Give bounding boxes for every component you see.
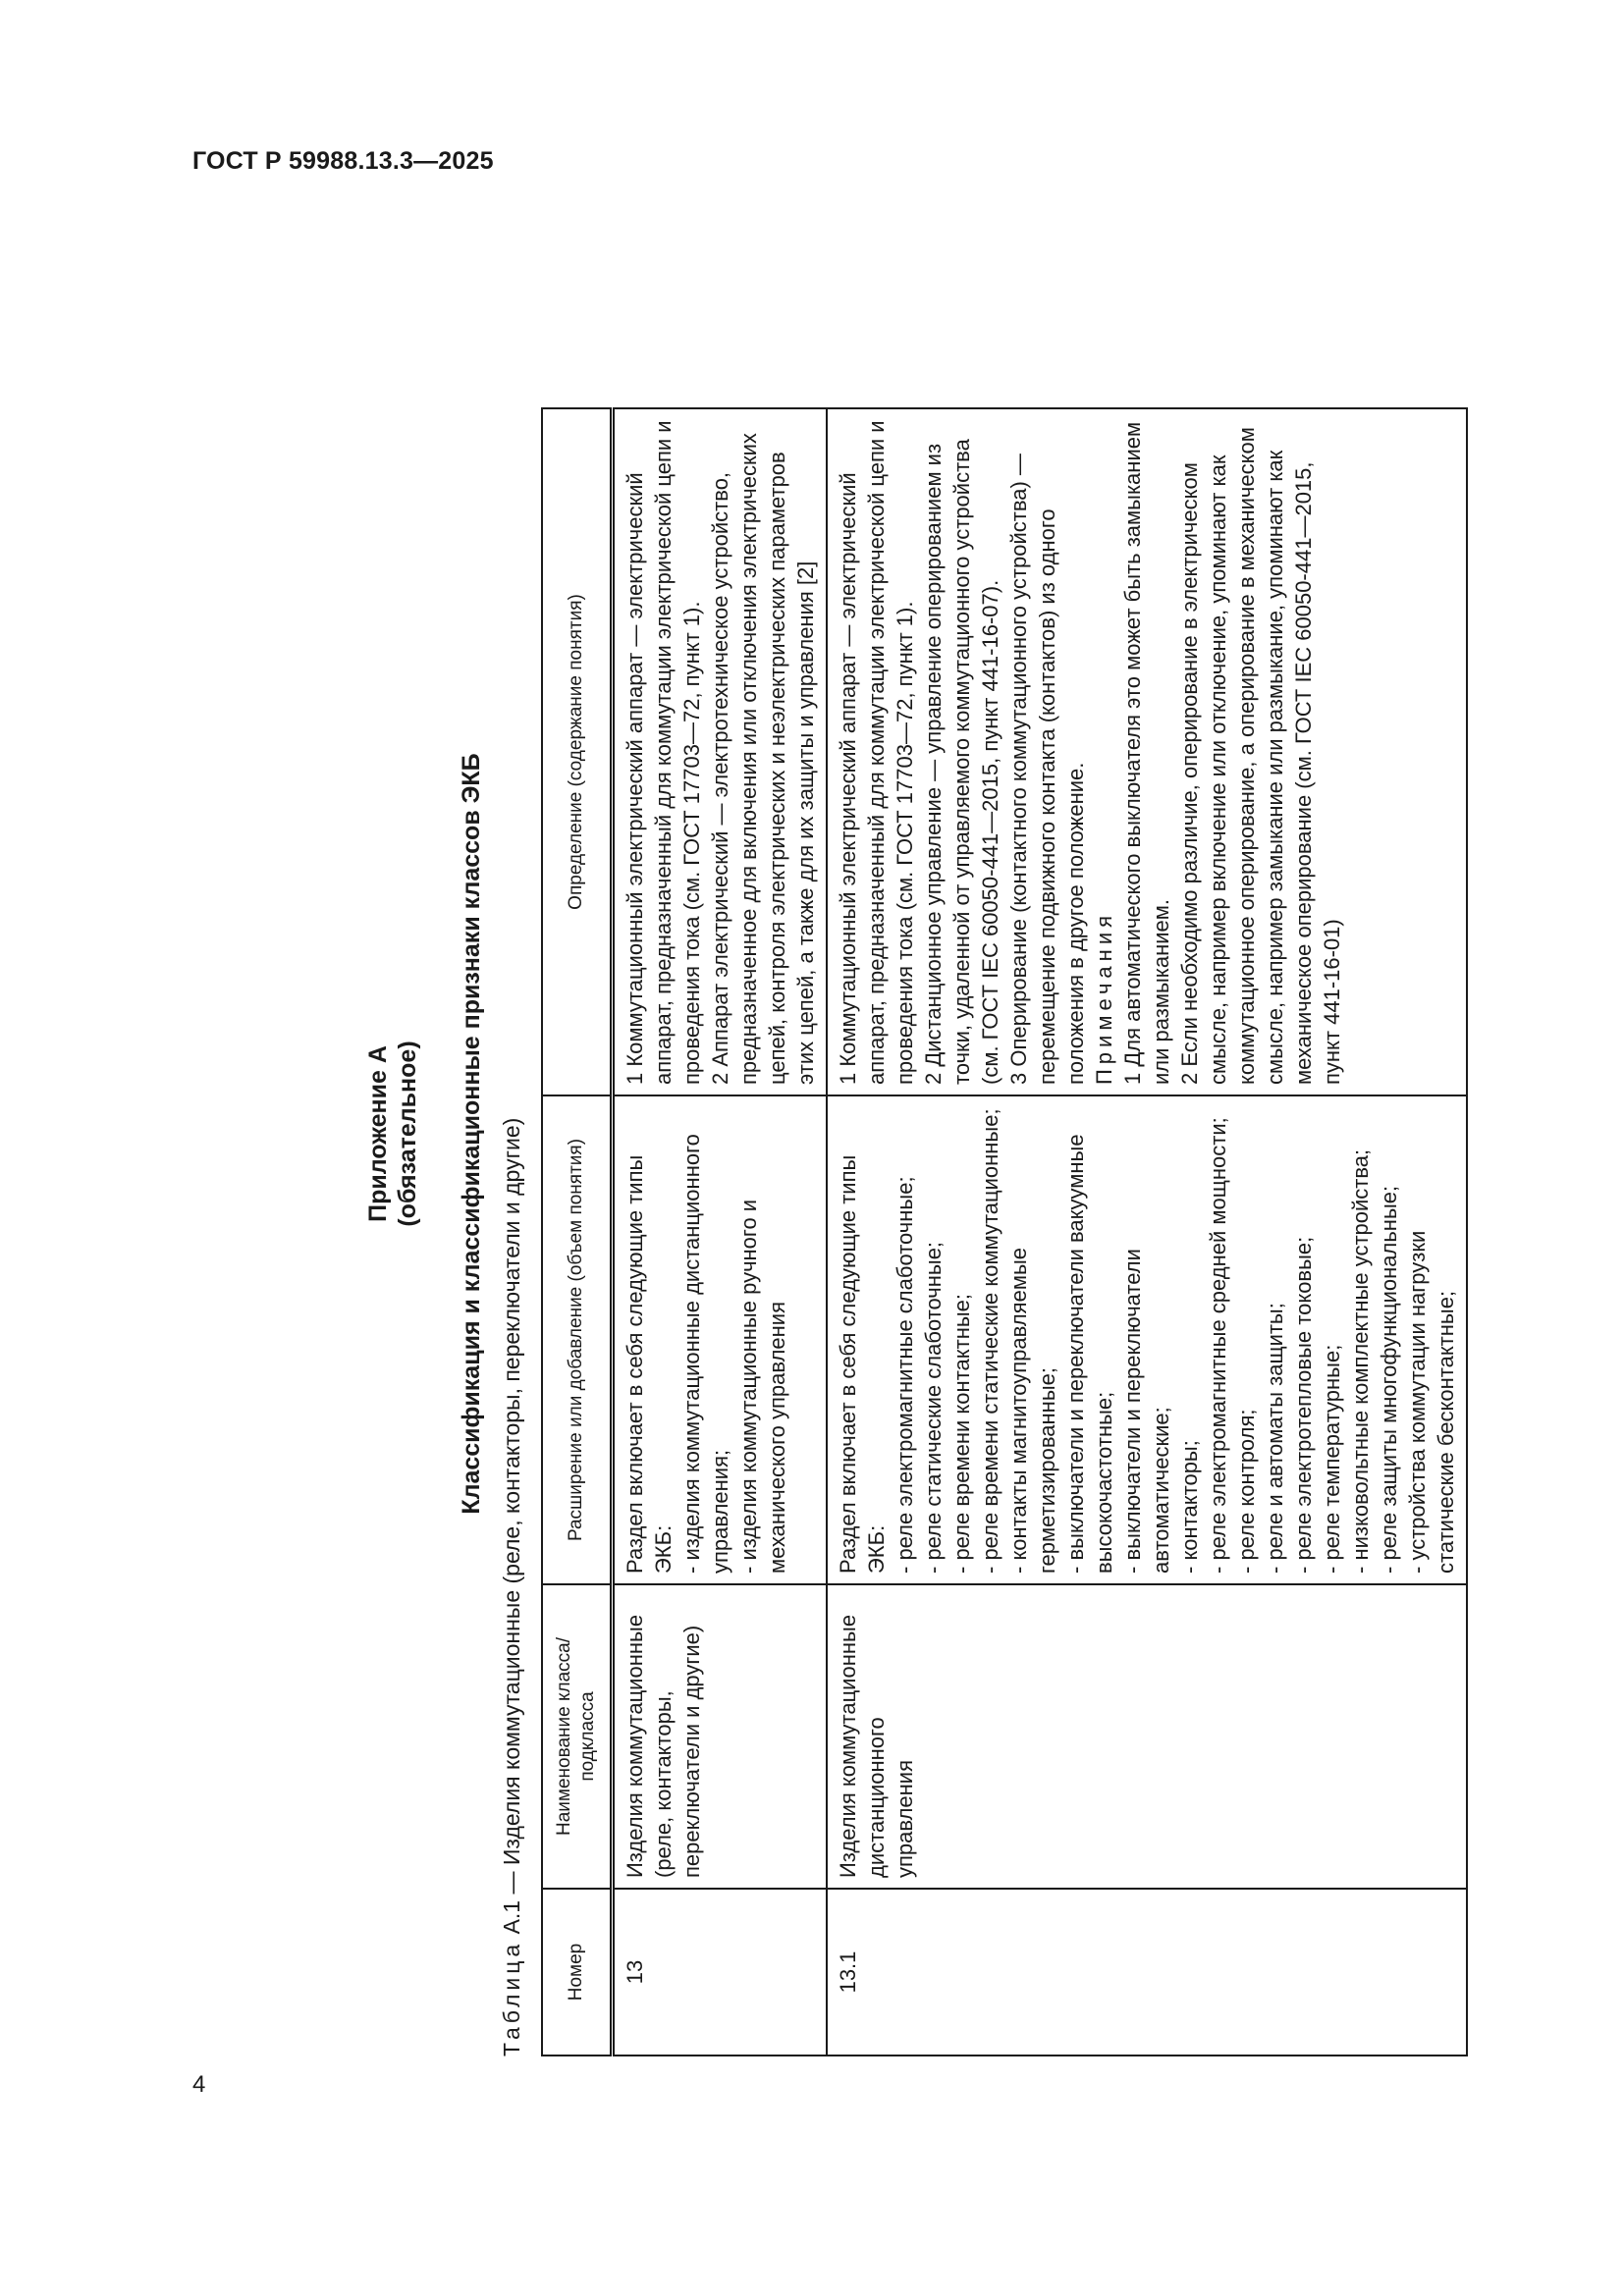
table-row [613, 408, 828, 2056]
header-name: Наименование класса/подкласса [542, 1584, 613, 1889]
scope-line: - контакты магнитоуправляемые герметизированные; [1006, 1248, 1059, 1574]
scope-line: - реле контроля; [1234, 1409, 1259, 1574]
scope-line: - реле времени статические коммутационные; [978, 1108, 1002, 1574]
scope-line: - реле температурные; [1320, 1344, 1344, 1574]
definition-item: 2 Аппарат электрический — электротехническое устройство, предназначенное для включения или отключения электрических цепей, контроля электрических и неэлектрических параметров этих цепей, а также для их защиты и управления [2] [708, 433, 818, 1085]
scope-line: - реле времени контактные; [949, 1293, 974, 1574]
classification-table [541, 407, 1468, 2056]
note-item: 2 Если необходимо различие, оперирование в электрическом смысле, например включение или отключение, упоминают как коммутационное оперирование, а оперирование в механическом смысле, например замыкание или размыкание, упоминают как механическое оперирование (см. ГОСТ IEC 60050-441—2015, пункт 441-16-01) [1177, 427, 1344, 1085]
row-definition [613, 408, 828, 1095]
scope-line: - реле защиты многофункциональные; [1377, 1185, 1401, 1574]
table-caption [499, 1118, 525, 2056]
rotated-content [363, 211, 1473, 2056]
scope-line: - выключатели и переключатели автоматические; [1120, 1249, 1173, 1574]
table-header-row [542, 408, 613, 2056]
note-item: 1 Для автоматического выключателя это может быть замыканием или размыканием. [1120, 421, 1173, 1085]
appendix-status: (обязательное) [394, 1041, 421, 1227]
scope-line: - контакторы; [1177, 1440, 1202, 1574]
row-name: Изделия коммутационные дистанционного управления [827, 1584, 1467, 1889]
definition-item: 3 Оперирование (контактного коммутационного устройства) — перемещение подвижного контакта (контактов) из одного положения в другое положение. [1006, 454, 1088, 1085]
appendix-heading [363, 211, 422, 2056]
row-scope [613, 1095, 828, 1584]
notes-heading: Примечания [1092, 910, 1116, 1085]
scope-line: Раздел включает в себя следующие типы ЭКБ: [836, 1154, 889, 1574]
scope-line: - изделия коммутационные ручного и механического управления [736, 1199, 789, 1574]
row-number: 13.1 [827, 1889, 1467, 2056]
header-scope: Расширение или добавление (объем понятия) [542, 1095, 613, 1584]
scope-line: - реле электромагнитные слаботочные; [893, 1176, 917, 1574]
header-definition: Определение (содержание понятия) [542, 408, 613, 1095]
scope-line: - реле статические слаботочные; [921, 1241, 946, 1574]
scope-line: - низковольтные комплектные устройства; [1348, 1148, 1373, 1574]
scope-line: - выключатели и переключатели вакуумные высокочастотные; [1063, 1134, 1116, 1574]
definition-item: 1 Коммутационный электрический аппарат — электрический аппарат, предназначенный для коммутации электрической цепи и проведения тока (см. ГОСТ 17703—72, пункт 1). [836, 420, 917, 1085]
definition-item: 1 Коммутационный электрический аппарат — электрический аппарат, предназначенный для коммутации электрической цепи и проведения тока (см. ГОСТ 17703—72, пункт 1). [623, 420, 704, 1085]
row-name: Изделия коммутационные (реле, контакторы, переключатели и другие) [613, 1584, 828, 1889]
definition-item: 2 Дистанционное управление — управление оперированием из точки, удаленной от управляемого коммутационного устройства (см. ГОСТ IEC 60050-441—2015, пункт 441-16-07). [921, 439, 1002, 1085]
row-definition [827, 408, 1467, 1095]
table-caption-text: А.1 — Изделия коммутационные (реле, контакторы, переключатели и другие) [499, 1117, 524, 1941]
scope-line: - устройства коммутации нагрузки статические бесконтактные; [1405, 1230, 1458, 1574]
scope-line: - изделия коммутационные дистанционного управления; [679, 1134, 732, 1574]
scope-line: Раздел включает в себя следующие типы ЭКБ: [623, 1154, 676, 1574]
row-scope [827, 1095, 1467, 1584]
document-code: ГОСТ Р 59988.13.3—2025 [192, 147, 494, 175]
table-row [827, 408, 1467, 2056]
table-caption-prefix: Таблица [499, 1940, 524, 2056]
section-title: Классификация и классификационные признаки классов ЭКБ [458, 753, 485, 1515]
appendix-title: Приложение А [364, 1045, 392, 1222]
row-number: 13 [613, 1889, 828, 2056]
scope-line: - реле электромагнитные средней мощности; [1206, 1117, 1230, 1574]
scope-line: - реле электротепловые токовые; [1291, 1236, 1316, 1574]
scope-line: - реле и автоматы защиты; [1263, 1303, 1287, 1574]
header-number: Номер [542, 1889, 613, 2056]
page-number: 4 [192, 2071, 206, 2098]
